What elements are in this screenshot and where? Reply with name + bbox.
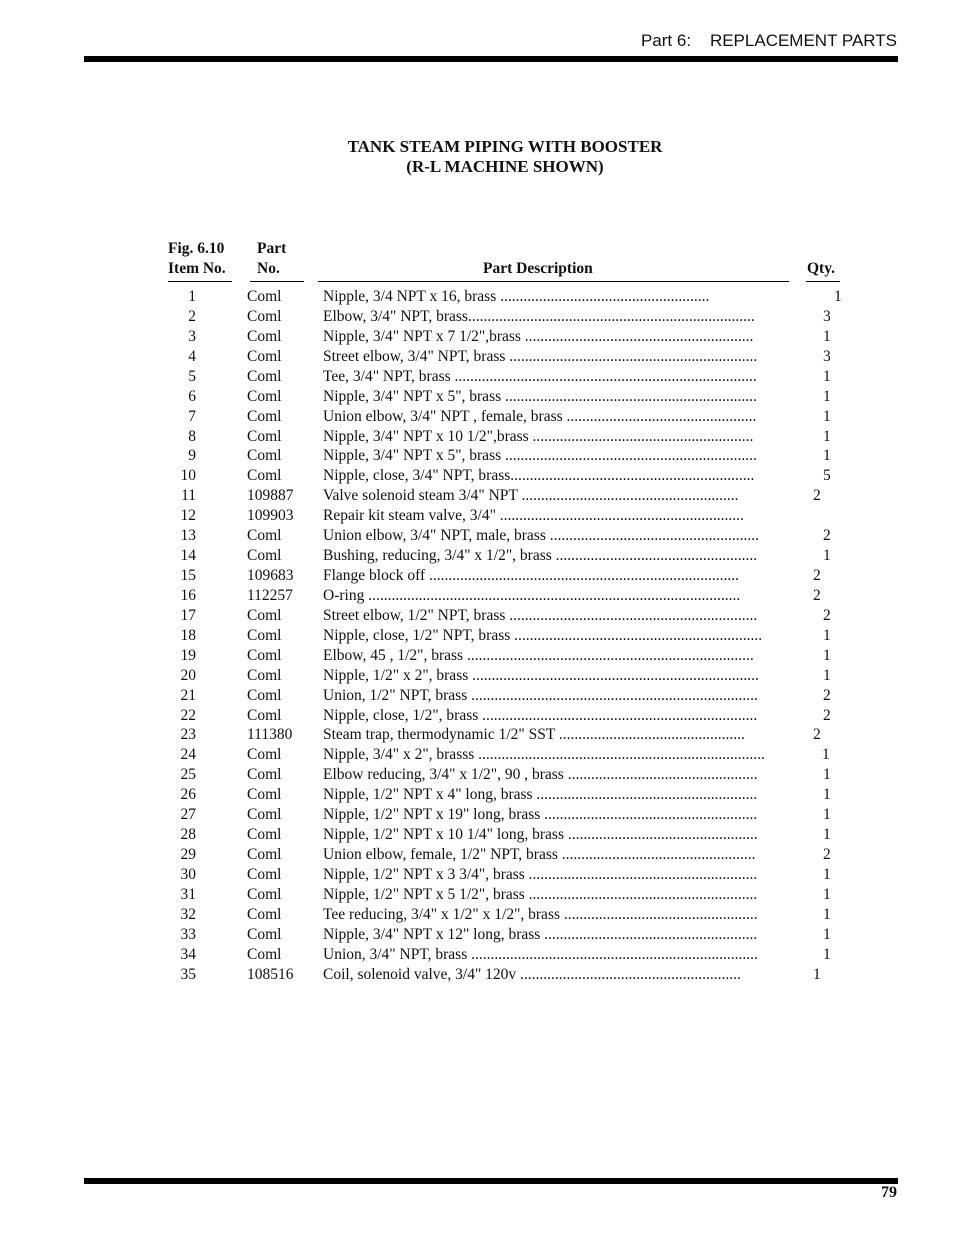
table-row xyxy=(0,626,954,646)
part-number: Coml xyxy=(247,786,282,804)
part-description: Valve solenoid steam 3/4" NPT ........................................................ xyxy=(323,487,739,505)
table-row xyxy=(0,387,954,407)
table-row xyxy=(0,845,954,865)
quantity: 2 xyxy=(823,527,831,545)
table-row xyxy=(0,546,954,566)
part-description: Street elbow, 3/4" NPT, brass ................................................................ xyxy=(323,347,758,365)
quantity: 2 xyxy=(813,567,821,585)
part-number: Coml xyxy=(247,945,282,963)
item-number: 3 xyxy=(188,327,196,345)
item-number: 34 xyxy=(180,945,196,963)
table-row xyxy=(0,666,954,686)
column-header-part-line1: Part xyxy=(257,240,287,257)
table-row xyxy=(0,526,954,546)
column-header-part-line2: No. xyxy=(257,260,280,277)
part-description: Nipple, 1/2" NPT x 10 1/4" long, brass ................................................. xyxy=(323,826,758,844)
header-underline-item xyxy=(168,281,232,282)
quantity: 2 xyxy=(813,487,821,505)
part-description: Union, 3/4" NPT, brass .......................................................................... xyxy=(323,945,758,963)
column-header-qty: Qty. xyxy=(807,260,835,277)
part-description: Nipple, close, 1/2", brass ....................................................................... xyxy=(323,706,758,724)
top-rule xyxy=(84,56,898,62)
part-description: Elbow, 3/4" NPT, brass.......................................................................... xyxy=(323,307,755,325)
quantity: 2 xyxy=(813,586,821,604)
part-number: Coml xyxy=(247,347,282,365)
quantity: 1 xyxy=(822,746,830,764)
table-row xyxy=(0,865,954,885)
part-number: Coml xyxy=(247,885,282,903)
bottom-rule xyxy=(84,1178,898,1184)
quantity: 1 xyxy=(823,447,831,465)
quantity: 1 xyxy=(823,826,831,844)
table-row xyxy=(0,805,954,825)
item-number: 8 xyxy=(188,427,196,445)
part-description: Nipple, 1/2" NPT x 19" long, brass ....................................................... xyxy=(323,806,758,824)
quantity: 1 xyxy=(823,407,831,425)
part-number: 108516 xyxy=(247,965,294,983)
item-number: 23 xyxy=(180,726,196,744)
item-number: 6 xyxy=(188,387,196,405)
table-row xyxy=(0,885,954,905)
item-number: 2 xyxy=(188,307,196,325)
item-number: 29 xyxy=(180,846,196,864)
item-number: 15 xyxy=(180,567,196,585)
item-number: 33 xyxy=(180,925,196,943)
part-number: Coml xyxy=(247,288,282,305)
column-header-fig: Fig. 6.10 xyxy=(168,240,225,257)
part-description: Bushing, reducing, 3/4" x 1/2", brass .................................................... xyxy=(323,547,758,565)
table-row xyxy=(0,765,954,785)
quantity: 2 xyxy=(823,846,831,864)
quantity: 1 xyxy=(823,387,831,405)
quantity: 1 xyxy=(823,666,831,684)
part-number: Coml xyxy=(247,925,282,943)
part-description: Nipple, close, 3/4" NPT, brass............................................................... xyxy=(323,467,755,485)
part-description: Tee reducing, 3/4" x 1/2" x 1/2", brass .................................................. xyxy=(323,905,758,923)
table-row xyxy=(0,367,954,387)
item-number: 26 xyxy=(180,786,196,804)
part-number: Coml xyxy=(247,706,282,724)
part-description: Nipple, close, 1/2" NPT, brass ................................................................ xyxy=(323,626,763,644)
page-title-line-2: (R-L MACHINE SHOWN) xyxy=(406,157,604,176)
item-number: 7 xyxy=(188,407,196,425)
item-number: 35 xyxy=(180,965,196,983)
part-description: Nipple, 3/4" NPT x 10 1/2",brass ......................................................... xyxy=(323,427,754,445)
quantity: 2 xyxy=(823,606,831,624)
item-number: 17 xyxy=(180,606,196,624)
item-number: 13 xyxy=(180,527,196,545)
table-row xyxy=(0,825,954,845)
part-number: Coml xyxy=(247,547,282,565)
table-row xyxy=(0,606,954,626)
item-number: 27 xyxy=(180,806,196,824)
page-number: 79 xyxy=(881,1184,897,1201)
part-description: Repair kit steam valve, 3/4" ............................................................... xyxy=(323,507,744,525)
quantity: 2 xyxy=(823,686,831,704)
part-number: Coml xyxy=(247,606,282,624)
quantity: 1 xyxy=(823,646,831,664)
quantity: 3 xyxy=(823,307,831,325)
part-number: Coml xyxy=(247,646,282,664)
table-row xyxy=(0,466,954,486)
part-description: Nipple, 3/4" NPT x 5", brass ................................................................. xyxy=(323,447,757,465)
column-header-item-no: Item No. xyxy=(168,260,226,277)
table-row xyxy=(0,965,954,985)
item-number: 21 xyxy=(180,686,196,704)
part-description: Nipple, 1/2" NPT x 3 3/4", brass ........................................................... xyxy=(323,865,758,883)
table-row xyxy=(0,706,954,726)
part-number: Coml xyxy=(247,367,282,385)
item-number: 16 xyxy=(180,586,196,604)
item-number: 5 xyxy=(188,367,196,385)
part-description: Nipple, 3/4" NPT x 12" long, brass ....................................................... xyxy=(323,925,758,943)
part-description: Coil, solenoid valve, 3/4" 120v ......................................................... xyxy=(323,965,741,983)
item-number: 11 xyxy=(181,487,196,505)
part-description: Nipple, 1/2" NPT x 5 1/2", brass ........................................................... xyxy=(323,885,758,903)
part-description: Union elbow, 3/4" NPT, male, brass ...................................................... xyxy=(323,527,759,545)
quantity: 1 xyxy=(823,367,831,385)
part-description: O-ring ................................................................................................ xyxy=(323,586,741,604)
item-number: 14 xyxy=(180,547,196,565)
part-number: Coml xyxy=(247,746,282,764)
part-description: Street elbow, 1/2" NPT, brass ................................................................ xyxy=(323,606,758,624)
item-number: 12 xyxy=(180,507,196,525)
part-description: Elbow reducing, 3/4" x 1/2", 90 , brass ................................................. xyxy=(323,766,758,784)
quantity: 1 xyxy=(823,885,831,903)
table-row xyxy=(0,307,954,327)
part-number: Coml xyxy=(247,666,282,684)
part-number: Coml xyxy=(247,307,282,325)
item-number: 4 xyxy=(188,347,196,365)
table-row xyxy=(0,905,954,925)
quantity: 1 xyxy=(823,806,831,824)
item-number: 32 xyxy=(180,905,196,923)
part-description: Elbow, 45 , 1/2", brass .......................................................................... xyxy=(323,646,754,664)
table-row xyxy=(0,646,954,666)
table-row xyxy=(0,586,954,606)
part-number: 109903 xyxy=(247,507,294,525)
item-number: 19 xyxy=(180,646,196,664)
item-number: 22 xyxy=(180,706,196,724)
part-number: Coml xyxy=(247,865,282,883)
column-header-description: Part Description xyxy=(483,260,593,277)
item-number: 1 xyxy=(188,288,196,305)
page-title-line-1: TANK STEAM PIPING WITH BOOSTER xyxy=(347,137,663,156)
part-number: Coml xyxy=(247,766,282,784)
quantity: 1 xyxy=(823,327,831,345)
quantity: 1 xyxy=(823,905,831,923)
part-description: Tee, 3/4" NPT, brass .............................................................................. xyxy=(323,367,757,385)
table-row xyxy=(0,745,954,765)
quantity: 5 xyxy=(823,467,831,485)
quantity: 1 xyxy=(823,786,831,804)
table-row xyxy=(0,566,954,586)
quantity: 1 xyxy=(823,766,831,784)
part-description: Nipple, 3/4" x 2", brasss .......................................................................... xyxy=(323,746,765,764)
item-number: 30 xyxy=(180,865,196,883)
part-description: Union elbow, female, 1/2" NPT, brass .................................................. xyxy=(323,846,756,864)
header-underline-description xyxy=(318,281,789,282)
table-row xyxy=(0,506,954,526)
quantity: 1 xyxy=(823,626,831,644)
table-row xyxy=(0,446,954,466)
table-row xyxy=(0,327,954,347)
running-header: Part 6: REPLACEMENT PARTS xyxy=(640,31,897,50)
quantity: 1 xyxy=(823,865,831,883)
part-description: Union, 1/2" NPT, brass .......................................................................... xyxy=(323,686,758,704)
table-row xyxy=(0,486,954,506)
part-number: Coml xyxy=(247,387,282,405)
quantity: 1 xyxy=(813,965,821,983)
table-row xyxy=(0,287,954,307)
part-description: Flange block off ................................................................................ xyxy=(323,567,740,585)
quantity: 1 xyxy=(823,945,831,963)
header-underline-part xyxy=(250,281,304,282)
quantity: 1 xyxy=(823,925,831,943)
part-number: Coml xyxy=(247,826,282,844)
item-number: 10 xyxy=(180,467,196,485)
part-number: Coml xyxy=(247,626,282,644)
part-number: 112257 xyxy=(247,586,293,604)
quantity: 1 xyxy=(834,288,842,305)
item-number: 9 xyxy=(188,447,196,465)
part-number: Coml xyxy=(247,327,282,345)
part-description: Nipple, 1/2" x 2", brass .......................................................................... xyxy=(323,666,759,684)
table-row xyxy=(0,427,954,447)
part-description: Union elbow, 3/4" NPT , female, brass ................................................. xyxy=(323,407,757,425)
part-description: Nipple, 1/2" NPT x 4" long, brass ......................................................... xyxy=(323,786,758,804)
part-number: Coml xyxy=(247,427,282,445)
part-number: Coml xyxy=(247,467,282,485)
part-description: Nipple, 3/4" NPT x 5", brass ................................................................. xyxy=(323,387,757,405)
item-number: 20 xyxy=(180,666,196,684)
item-number: 25 xyxy=(180,766,196,784)
item-number: 18 xyxy=(180,626,196,644)
table-row xyxy=(0,945,954,965)
table-row xyxy=(0,686,954,706)
table-row xyxy=(0,407,954,427)
table-row xyxy=(0,725,954,745)
quantity: 1 xyxy=(823,547,831,565)
part-number: Coml xyxy=(247,527,282,545)
part-description: Nipple, 3/4" NPT x 7 1/2",brass ........................................................... xyxy=(323,327,754,345)
item-number: 28 xyxy=(180,826,196,844)
table-row xyxy=(0,347,954,367)
table-row xyxy=(0,785,954,805)
part-number: Coml xyxy=(247,905,282,923)
part-number: Coml xyxy=(247,447,282,465)
quantity: 2 xyxy=(813,726,821,744)
part-number: Coml xyxy=(247,686,282,704)
quantity: 3 xyxy=(823,347,831,365)
header-underline-qty xyxy=(806,281,840,282)
part-number: 109683 xyxy=(247,567,294,585)
item-number: 31 xyxy=(180,885,196,903)
table-row xyxy=(0,925,954,945)
part-number: Coml xyxy=(247,846,282,864)
item-number: 24 xyxy=(180,746,196,764)
quantity: 1 xyxy=(823,427,831,445)
part-number: 109887 xyxy=(247,487,294,505)
part-number: Coml xyxy=(247,407,282,425)
part-description: Nipple, 3/4 NPT x 16, brass ...................................................... xyxy=(323,288,710,305)
part-number: 111380 xyxy=(247,726,293,744)
part-description: Steam trap, thermodynamic 1/2" SST ................................................ xyxy=(323,726,745,744)
quantity: 2 xyxy=(823,706,831,724)
part-number: Coml xyxy=(247,806,282,824)
